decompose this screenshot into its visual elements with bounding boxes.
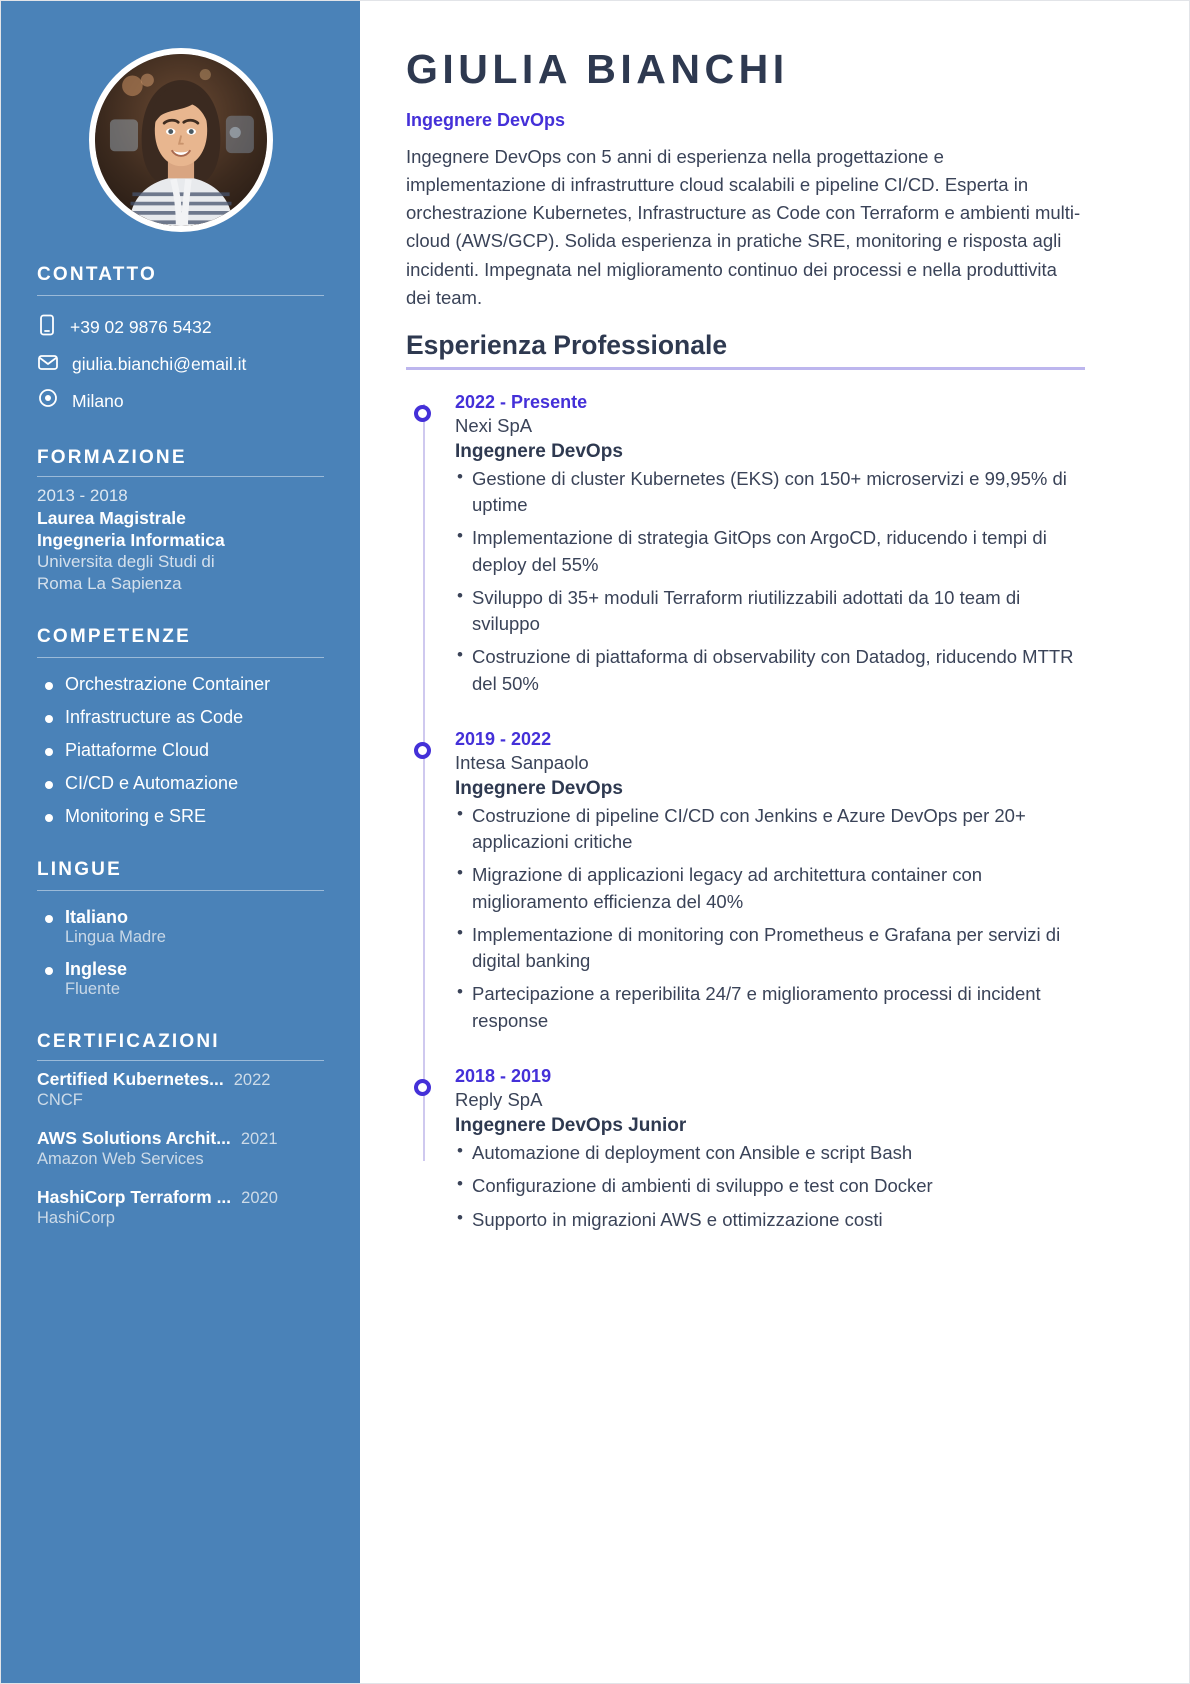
phone-icon: [37, 314, 57, 341]
certification-year: 2021: [240, 1130, 278, 1149]
timeline-marker-icon: [414, 742, 431, 759]
certification-year: 2020: [241, 1189, 278, 1208]
language-level: Lingua Madre: [65, 928, 166, 947]
experience-entry: [455, 392, 1085, 697]
experience-timeline: [406, 392, 1085, 1233]
timeline-marker-icon: [414, 1079, 431, 1096]
skills-list: [37, 674, 324, 827]
contact-email-value: giulia.bianchi@email.it: [72, 354, 247, 374]
education-heading: FORMAZIONE: [37, 447, 187, 468]
experience-section-title: Esperienza Professionale: [406, 329, 728, 360]
job-role-subtitle: Ingegnere DevOps: [406, 110, 566, 131]
professional-summary: Ingegnere DevOps con 5 anni di esperienza nella progettazione e implementazione di infrastrutture cloud scalabili e pipeline CI/CD. Esperta in orchestrazione Kubernetes, Infrastructure as Code con Terraform e ambienti multi-cloud (AWS/GCP). Solida esperienza in pratiche SRE, monitoring e risposta agli incidenti. Impegnata nel miglioramento continuo dei processi e nella produttivita dei team.: [406, 146, 1081, 308]
certifications-divider: [37, 1060, 324, 1061]
experience-title: Ingegnere DevOps: [455, 777, 623, 799]
contact-list: [37, 314, 324, 415]
languages-heading: LINGUE: [37, 859, 122, 881]
list-item: [37, 907, 324, 947]
contact-heading: CONTATTO: [37, 264, 157, 285]
education-date: 2013 - 2018: [37, 486, 128, 505]
certification-header: [37, 1187, 324, 1208]
experience-company: Reply SpA: [455, 1089, 543, 1110]
contact-phone-value: +39 02 9876 5432: [70, 317, 212, 337]
certification-header: [37, 1128, 324, 1149]
main-content: [360, 1, 1189, 1683]
section-education: [37, 447, 324, 594]
experience-company: Intesa Sanpaolo: [455, 751, 589, 773]
contact-location-value: Milano: [72, 391, 124, 411]
experience-bullets: [455, 466, 1085, 697]
certification-issuer: CNCF: [37, 1091, 83, 1110]
certification-year: 2022: [233, 1071, 271, 1090]
certification-header: [37, 1069, 324, 1090]
contact-divider: [37, 295, 324, 296]
certification-name: HashiCorp Terraform ...: [37, 1187, 232, 1208]
list-item: • Implementazione di strategia GitOps con ArgoCD, riducendo i tempi di deploy del 55%: [455, 525, 1085, 578]
contact-item-email[interactable]: [37, 352, 324, 377]
avatar-image: [95, 54, 267, 226]
certifications-heading: CERTIFICAZIONI: [37, 1031, 220, 1053]
section-certifications: [37, 1031, 324, 1228]
education-degree-line1: Laurea Magistrale: [37, 507, 186, 528]
certifications-list: [37, 1069, 324, 1228]
list-item: • Supporto in migrazioni AWS e ottimizzazione costi: [455, 1207, 1085, 1233]
section-languages: [37, 859, 324, 999]
experience-bullets: [455, 1140, 1085, 1233]
certification-name: AWS Solutions Archit...: [37, 1128, 231, 1149]
list-item: Monitoring e SRE: [37, 806, 324, 827]
list-item: • Gestione di cluster Kubernetes (EKS) con 150+ microservizi e 99,95% di uptime: [455, 466, 1085, 519]
email-icon: [37, 352, 59, 377]
certification-issuer: HashiCorp: [37, 1209, 115, 1228]
timeline-line: [423, 404, 425, 1161]
list-item: Infrastructure as Code: [37, 707, 324, 728]
list-item: CI/CD e Automazione: [37, 773, 324, 794]
experience-bullets: [455, 803, 1085, 1034]
list-item: • Partecipazione a reperibilita 24/7 e miglioramento processi di incident response: [455, 981, 1085, 1034]
language-level: Fluente: [65, 980, 121, 999]
list-item: • Sviluppo di 35+ moduli Terraform riutilizzabili adottati da 10 team di sviluppo: [455, 585, 1085, 638]
language-name: Inglese: [65, 959, 128, 980]
sidebar: [1, 1, 360, 1683]
location-icon: [37, 388, 59, 415]
experience-company: Nexi SpA: [455, 414, 533, 436]
education-divider: [37, 476, 324, 477]
list-item: • Costruzione di pipeline CI/CD con Jenkins e Azure DevOps per 20+ applicazioni critiche: [455, 803, 1085, 856]
experience-date: 2019 - 2022: [455, 728, 552, 749]
list-item: • Migrazione di applicazioni legacy ad architettura container con miglioramento efficienza del 40%: [455, 862, 1085, 915]
list-item: • Implementazione di monitoring con Prometheus e Grafana per servizi di digital banking: [455, 922, 1085, 975]
avatar-container: [1, 1, 360, 232]
education-school-line1: Universita degli Studi di: [37, 552, 215, 572]
education-degree-line2: Ingegneria Informatica: [37, 529, 225, 550]
experience-section-divider: [406, 367, 1085, 370]
list-item: • Costruzione di piattaforma di observability con Datadog, riducendo MTTR del 50%: [455, 644, 1085, 697]
list-item: [37, 1128, 324, 1169]
timeline-marker-icon: [414, 405, 431, 422]
experience-entry: [455, 729, 1085, 1034]
section-skills: [37, 626, 324, 827]
contact-item-phone[interactable]: [37, 314, 324, 341]
experience-title: Ingegnere DevOps Junior: [455, 1115, 687, 1136]
skills-heading: COMPETENZE: [37, 626, 191, 648]
list-item: [37, 1069, 324, 1110]
experience-date: 2018 - 2019: [455, 1066, 552, 1086]
list-item: [37, 959, 324, 999]
experience-date: 2022 - Presente: [455, 391, 588, 412]
skills-divider: [37, 657, 324, 658]
experience-title: Ingegnere DevOps: [455, 440, 623, 462]
experience-entry: [455, 1066, 1085, 1233]
list-item: • Automazione di deployment con Ansible e script Bash: [455, 1140, 1085, 1166]
list-item: [37, 1187, 324, 1228]
contact-item-location[interactable]: [37, 388, 324, 415]
list-item: • Configurazione di ambienti di sviluppo e test con Docker: [455, 1173, 1085, 1199]
certification-name: Certified Kubernetes...: [37, 1069, 224, 1090]
avatar: [89, 48, 273, 232]
education-item: [37, 485, 324, 594]
languages-divider: [37, 890, 324, 891]
education-school-line2: Roma La Sapienza: [37, 573, 182, 593]
certification-issuer: Amazon Web Services: [37, 1150, 204, 1169]
page-title: GIULIA BIANCHI: [406, 46, 789, 92]
languages-list: [37, 907, 324, 999]
list-item: Orchestrazione Container: [37, 674, 324, 695]
section-contact: [37, 264, 324, 415]
language-name: Italiano: [65, 907, 129, 928]
list-item: Piattaforme Cloud: [37, 740, 324, 761]
